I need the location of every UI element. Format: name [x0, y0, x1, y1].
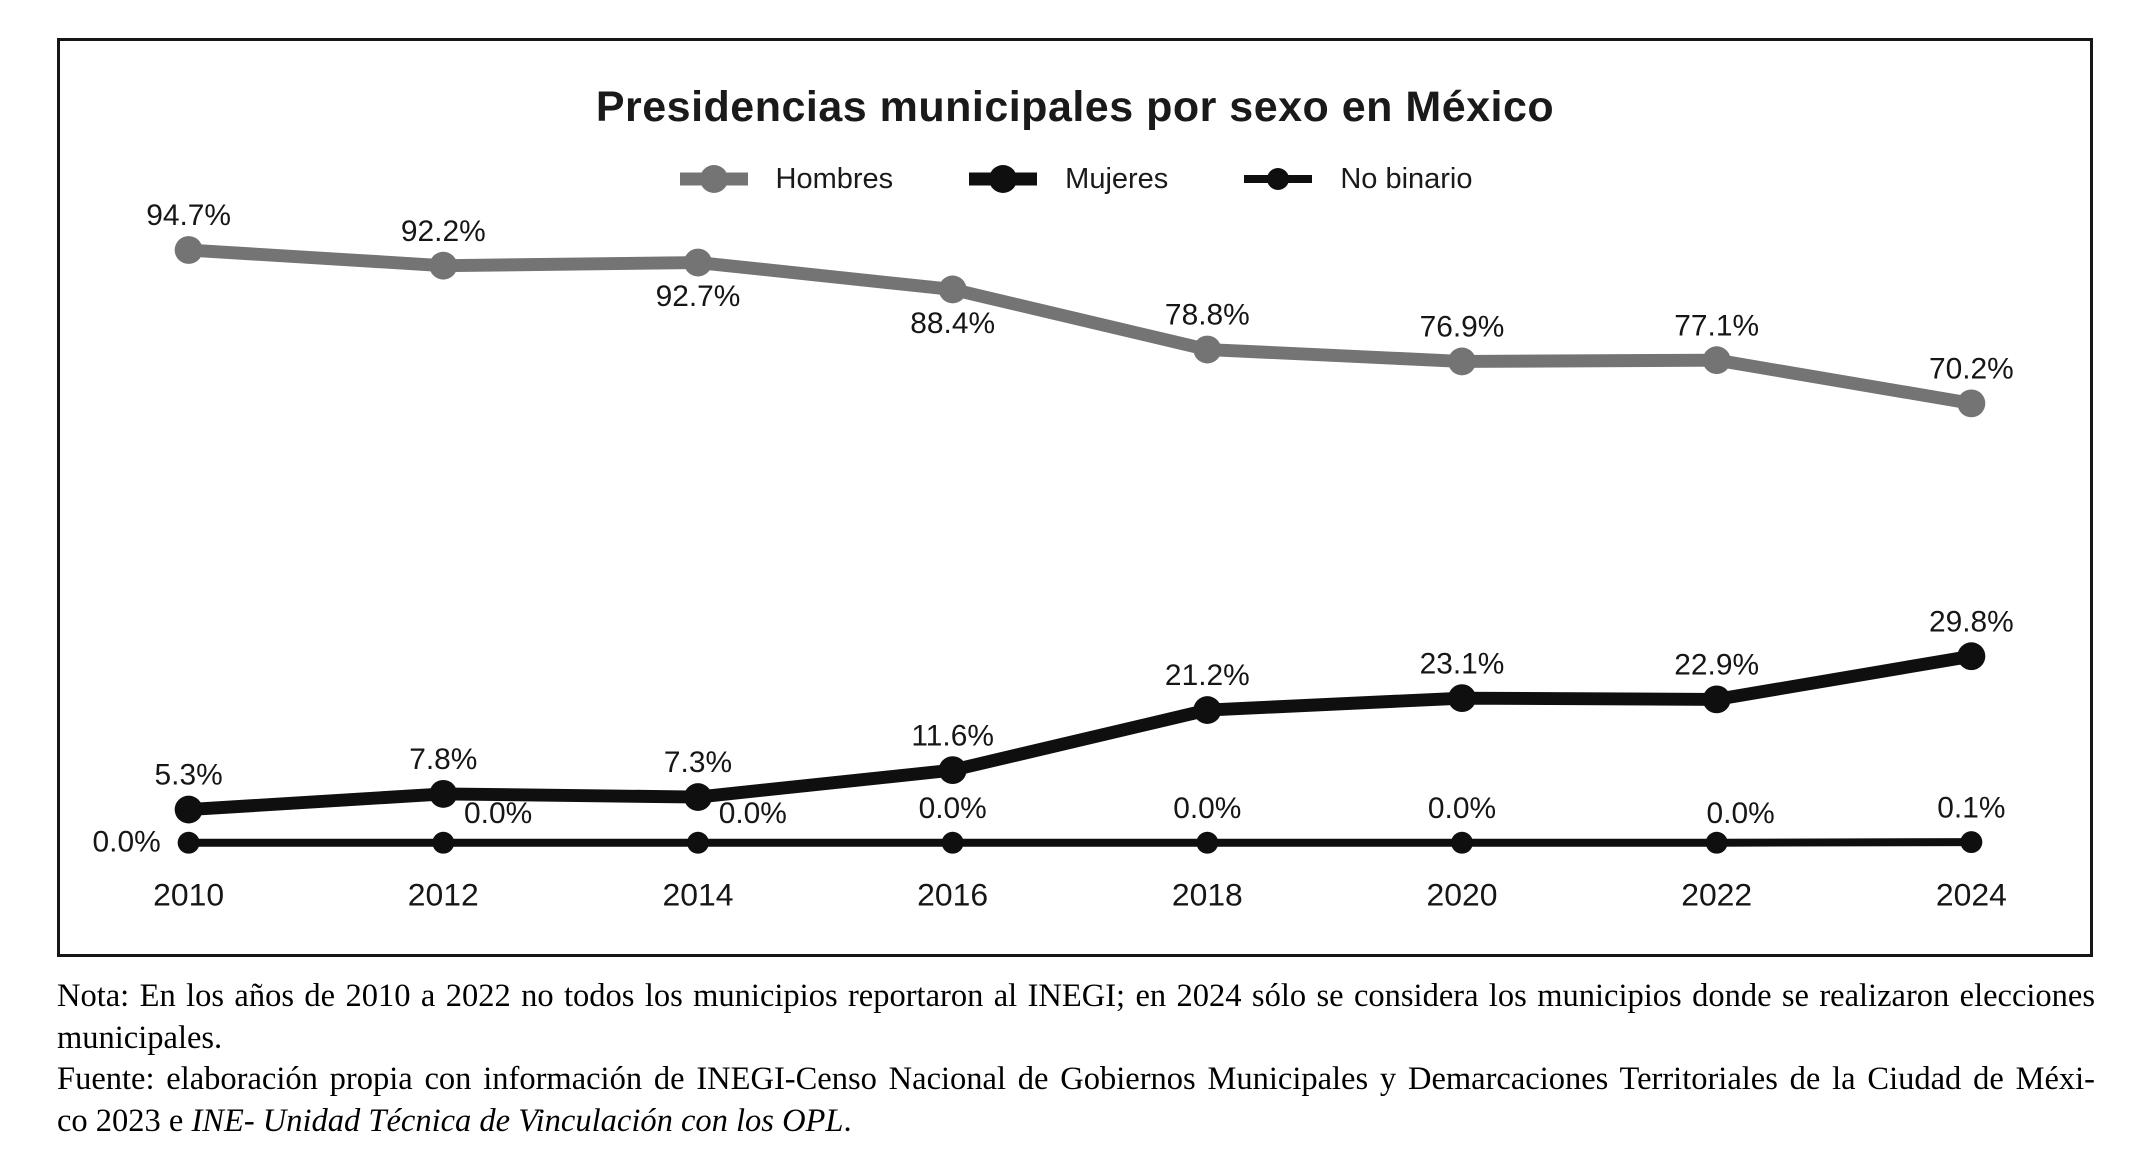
data-point — [1451, 832, 1473, 854]
data-point — [1960, 831, 1982, 853]
data-label: 92.2% — [400, 214, 486, 248]
data-label: 11.6% — [911, 719, 994, 753]
data-label: 21.2% — [1164, 659, 1250, 693]
x-axis-label: 2012 — [407, 876, 479, 913]
footnote-line-4 — [57, 1101, 2095, 1143]
data-point — [178, 832, 200, 854]
data-label: 0.0% — [1706, 796, 1775, 830]
footnote-line-1: Nota: En los años de 2010 a 2022 no todos los municipios reportaron al INEGI; en 2024 sólo se considera los municipios donde se realizaron elecciones — [57, 978, 2095, 1014]
data-label: 0.0% — [718, 796, 787, 830]
data-label: 88.4% — [910, 307, 996, 341]
data-point — [939, 756, 967, 784]
x-axis-label: 2024 — [1935, 876, 2007, 913]
legend-label: Mujeres — [1065, 162, 1169, 195]
data-point — [1703, 346, 1731, 374]
data-point — [432, 832, 454, 854]
x-axis-label: 2022 — [1681, 876, 1753, 913]
data-label: 7.8% — [409, 743, 478, 777]
plot-svg — [60, 41, 2090, 954]
x-axis-label: 2016 — [917, 876, 989, 913]
footnote-source-prefix: co 2023 e — [57, 1102, 192, 1139]
data-label: 7.3% — [663, 746, 733, 780]
data-point — [175, 796, 203, 824]
footnote-source-italic: INE- Unidad Técnica de Vinculación con los OPL — [191, 1102, 844, 1139]
data-point — [1957, 389, 1985, 417]
legend-label: Hombres — [775, 162, 894, 195]
data-label: 0.0% — [1427, 791, 1497, 825]
data-label: 29.8% — [1928, 605, 2014, 639]
data-label: 0.1% — [1937, 791, 2006, 825]
data-label: 23.1% — [1419, 647, 1505, 681]
chart-frame — [57, 38, 2093, 957]
footnote-line-3: Fuente: elaboración propia con información de INEGI-Censo Nacional de Gobiernos Municipales y Demarcaciones Territoriales de la Ciudad de Méxi- — [57, 1061, 2095, 1097]
x-axis-label: 2020 — [1426, 876, 1498, 913]
data-point — [1448, 684, 1476, 712]
data-label: 70.2% — [1928, 352, 2014, 386]
data-label: 5.3% — [154, 758, 223, 792]
data-point — [175, 236, 203, 264]
chart-title: Presidencias municipales por sexo en México — [595, 83, 1555, 131]
data-point — [684, 249, 712, 277]
data-point — [942, 832, 964, 854]
data-label: 77.1% — [1674, 309, 1760, 343]
data-point — [684, 783, 712, 811]
data-point — [687, 832, 709, 854]
data-point — [1957, 642, 1985, 670]
legend-label: No binario — [1340, 162, 1473, 195]
data-label: 0.0% — [92, 825, 161, 859]
data-label: 78.8% — [1164, 298, 1250, 332]
data-label: 0.0% — [464, 796, 533, 830]
data-point — [1193, 336, 1221, 364]
data-label: 0.0% — [1173, 791, 1242, 825]
data-point — [939, 276, 967, 304]
footnote-source-suffix: . — [843, 1102, 852, 1139]
footnote — [57, 976, 2095, 1142]
x-axis-label: 2014 — [662, 876, 734, 913]
data-point — [1193, 696, 1221, 724]
data-label: 22.9% — [1674, 648, 1760, 682]
x-axis-label: 2018 — [1171, 876, 1243, 913]
data-point — [1706, 832, 1728, 854]
data-point — [1703, 685, 1731, 713]
data-label: 0.0% — [918, 791, 987, 825]
x-axis-label: 2010 — [153, 876, 225, 913]
data-label: 76.9% — [1419, 310, 1505, 344]
data-point — [1448, 348, 1476, 376]
data-label: 92.7% — [655, 280, 741, 314]
data-point — [429, 780, 457, 808]
data-label: 94.7% — [146, 199, 232, 233]
data-point — [429, 252, 457, 280]
series-line-2 — [189, 842, 1972, 843]
footnote-line-2: municipales. — [57, 1019, 223, 1056]
data-point — [1196, 832, 1218, 854]
